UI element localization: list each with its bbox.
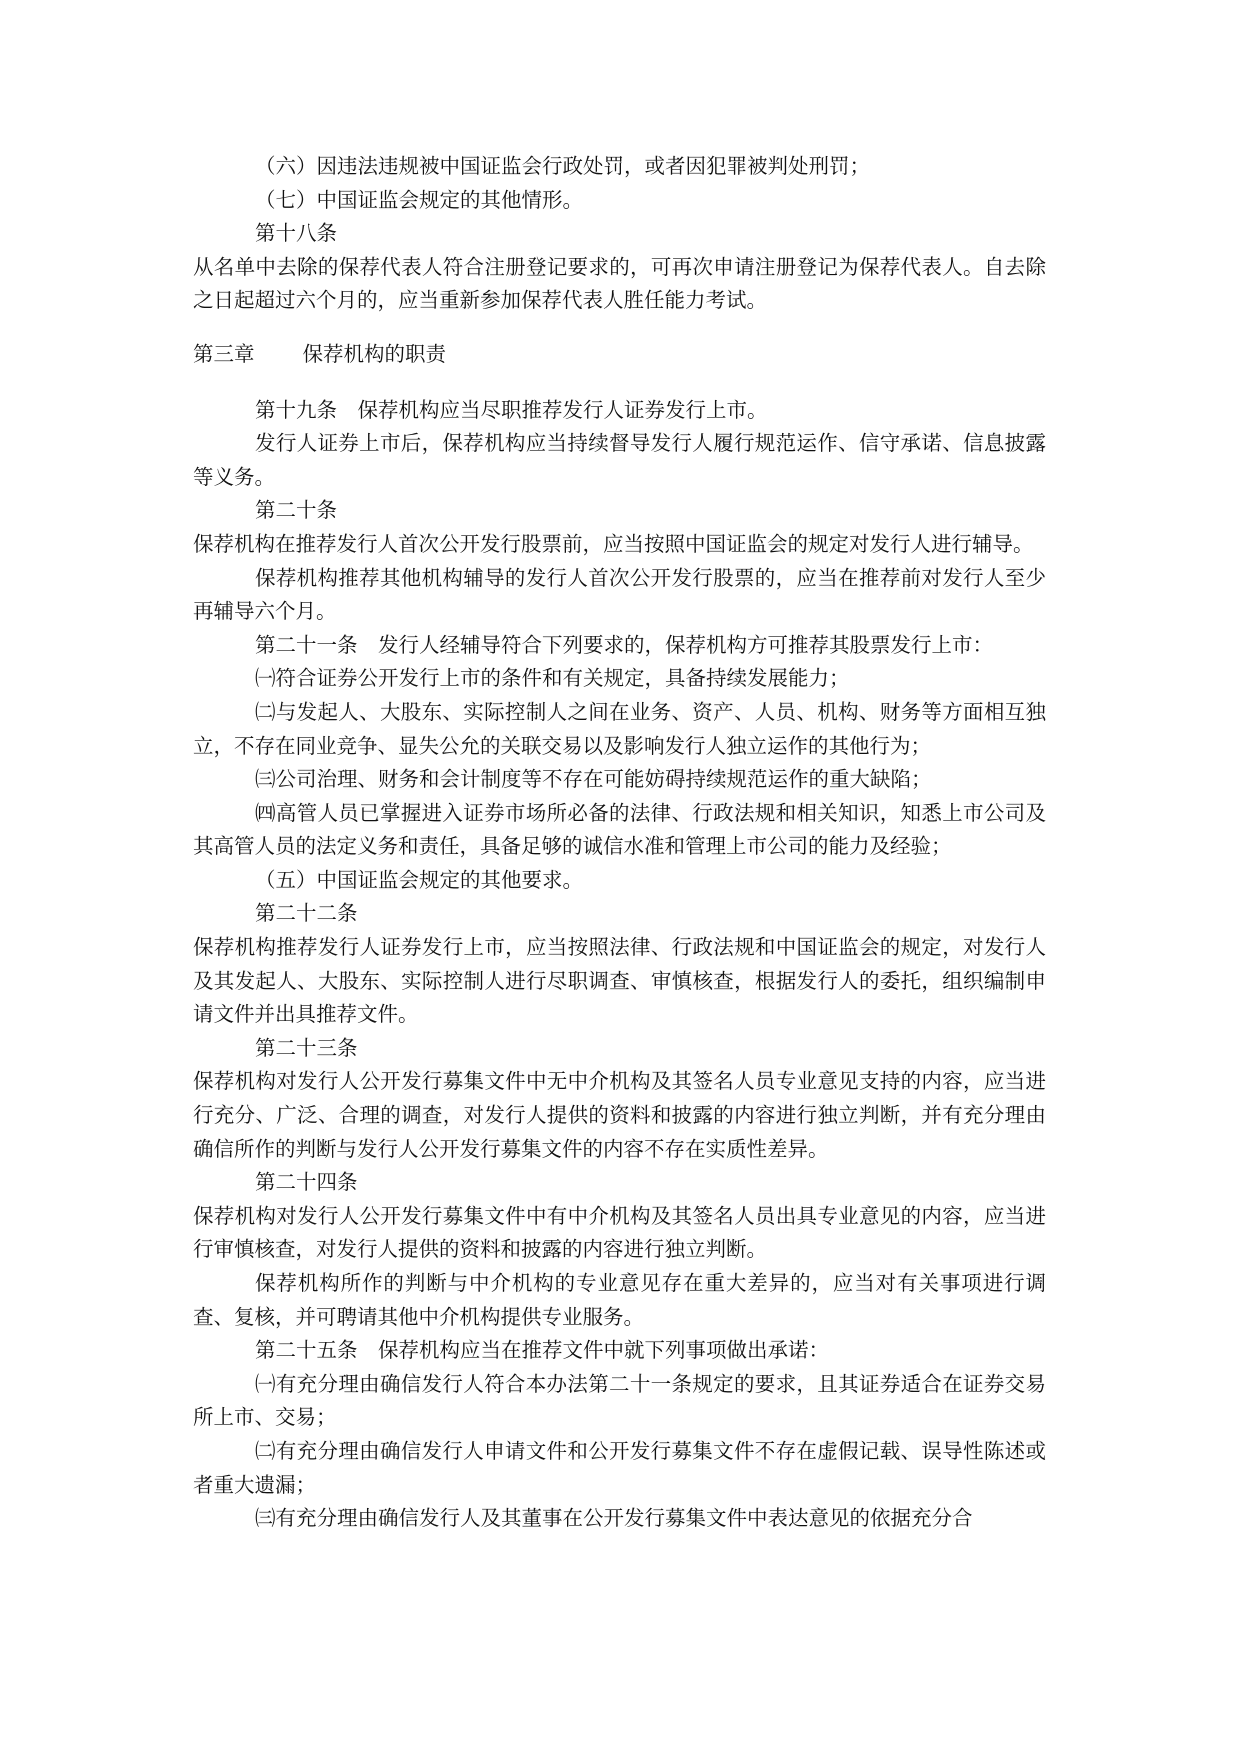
paragraph: 第十九条 保荐机构应当尽职推荐发行人证券发行上市。 [255,397,768,422]
paragraph: ㈡与发起人、大股东、实际控制人之间在业务、资产、人员、机构、财务等方面相互独立，不存在同业竞争、显失公允的关联交易以及影响发行人独立运作的其他行为； [193,699,1046,758]
paragraph: ㈠有充分理由确信发行人符合本办法第二十一条规定的要求，且其证券适合在证券交易所上市、交易； [193,1371,1046,1430]
paragraph: 第二十二条 [255,901,358,926]
paragraph: 保荐机构推荐其他机构辅导的发行人首次公开发行股票的，应当在推荐前对发行人至少再辅导六个月。 [193,565,1046,624]
document-body [193,150,1046,1536]
section-after-chapter [193,394,1046,1536]
paragraph: ㈢有充分理由确信发行人及其董事在公开发行募集文件中表达意见的依据充分合 [255,1506,973,1531]
paragraph: 保荐机构所作的判断与中介机构的专业意见存在重大差异的，应当对有关事项进行调查、复核，并可聘请其他中介机构提供专业服务。 [193,1271,1046,1329]
paragraph: 保荐机构在推荐发行人首次公开发行股票前，应当按照中国证监会的规定对发行人进行辅导。 [193,531,1034,556]
section-before-chapter [193,150,1046,318]
paragraph: ㈠符合证券公开发行上市的条件和有关规定，具备持续发展能力； [255,666,850,691]
paragraph: 第二十四条 [255,1170,358,1195]
paragraph: 第二十条 [255,498,337,523]
chapter-title: 保荐机构的职责 [302,341,446,366]
paragraph: （五）中国证监会规定的其他要求。 [255,867,583,892]
paragraph: （七）中国证监会规定的其他情形。 [255,187,583,212]
paragraph: 保荐机构对发行人公开发行募集文件中无中介机构及其签名人员专业意见支持的内容，应当进行充分、广泛、合理的调查，对发行人提供的资料和披露的内容进行独立判断，并有充分理由确信所作的判断与发行人公开发行募集文件的内容不存在实质性差异。 [193,1069,1046,1161]
paragraph: 第二十三条 [255,1035,358,1060]
paragraph: ㈣高管人员已掌握进入证券市场所必备的法律、行政法规和相关知识，知悉上市公司及其高管人员的法定义务和责任，具备足够的诚信水准和管理上市公司的能力及经验； [193,800,1046,859]
chapter-number: 第三章 [193,341,255,366]
paragraph: 第二十五条 保荐机构应当在推荐文件中就下列事项做出承诺： [255,1338,829,1363]
paragraph: ㈡有充分理由确信发行人申请文件和公开发行募集文件不存在虚假记载、误导性陈述或者重大遗漏； [193,1438,1046,1497]
chapter-heading [193,338,1046,372]
paragraph: 第十八条 [255,221,337,246]
paragraph: 发行人证券上市后，保荐机构应当持续督导发行人履行规范运作、信守承诺、信息披露等义务。 [193,431,1046,489]
paragraph: 保荐机构推荐发行人证券发行上市，应当按照法律、行政法规和中国证监会的规定，对发行人及其发起人、大股东、实际控制人进行尽职调查、审慎核查，根据发行人的委托，组织编制申请文件并出具推荐文件。 [193,935,1046,1027]
paragraph: 从名单中去除的保荐代表人符合注册登记要求的，可再次申请注册登记为保荐代表人。自去除之日起超过六个月的，应当重新参加保荐代表人胜任能力考试。 [193,254,1046,313]
paragraph: ㈢公司治理、财务和会计制度等不存在可能妨碍持续规范运作的重大缺陷； [255,767,932,792]
paragraph: 保荐机构对发行人公开发行募集文件中有中介机构及其签名人员出具专业意见的内容，应当进行审慎核查，对发行人提供的资料和披露的内容进行独立判断。 [193,1203,1046,1262]
paragraph: （六）因违法违规被中国证监会行政处罚，或者因犯罪被判处刑罚； [255,154,870,178]
paragraph: 第二十一条 发行人经辅导符合下列要求的，保荐机构方可推荐其股票发行上市： [255,632,993,657]
